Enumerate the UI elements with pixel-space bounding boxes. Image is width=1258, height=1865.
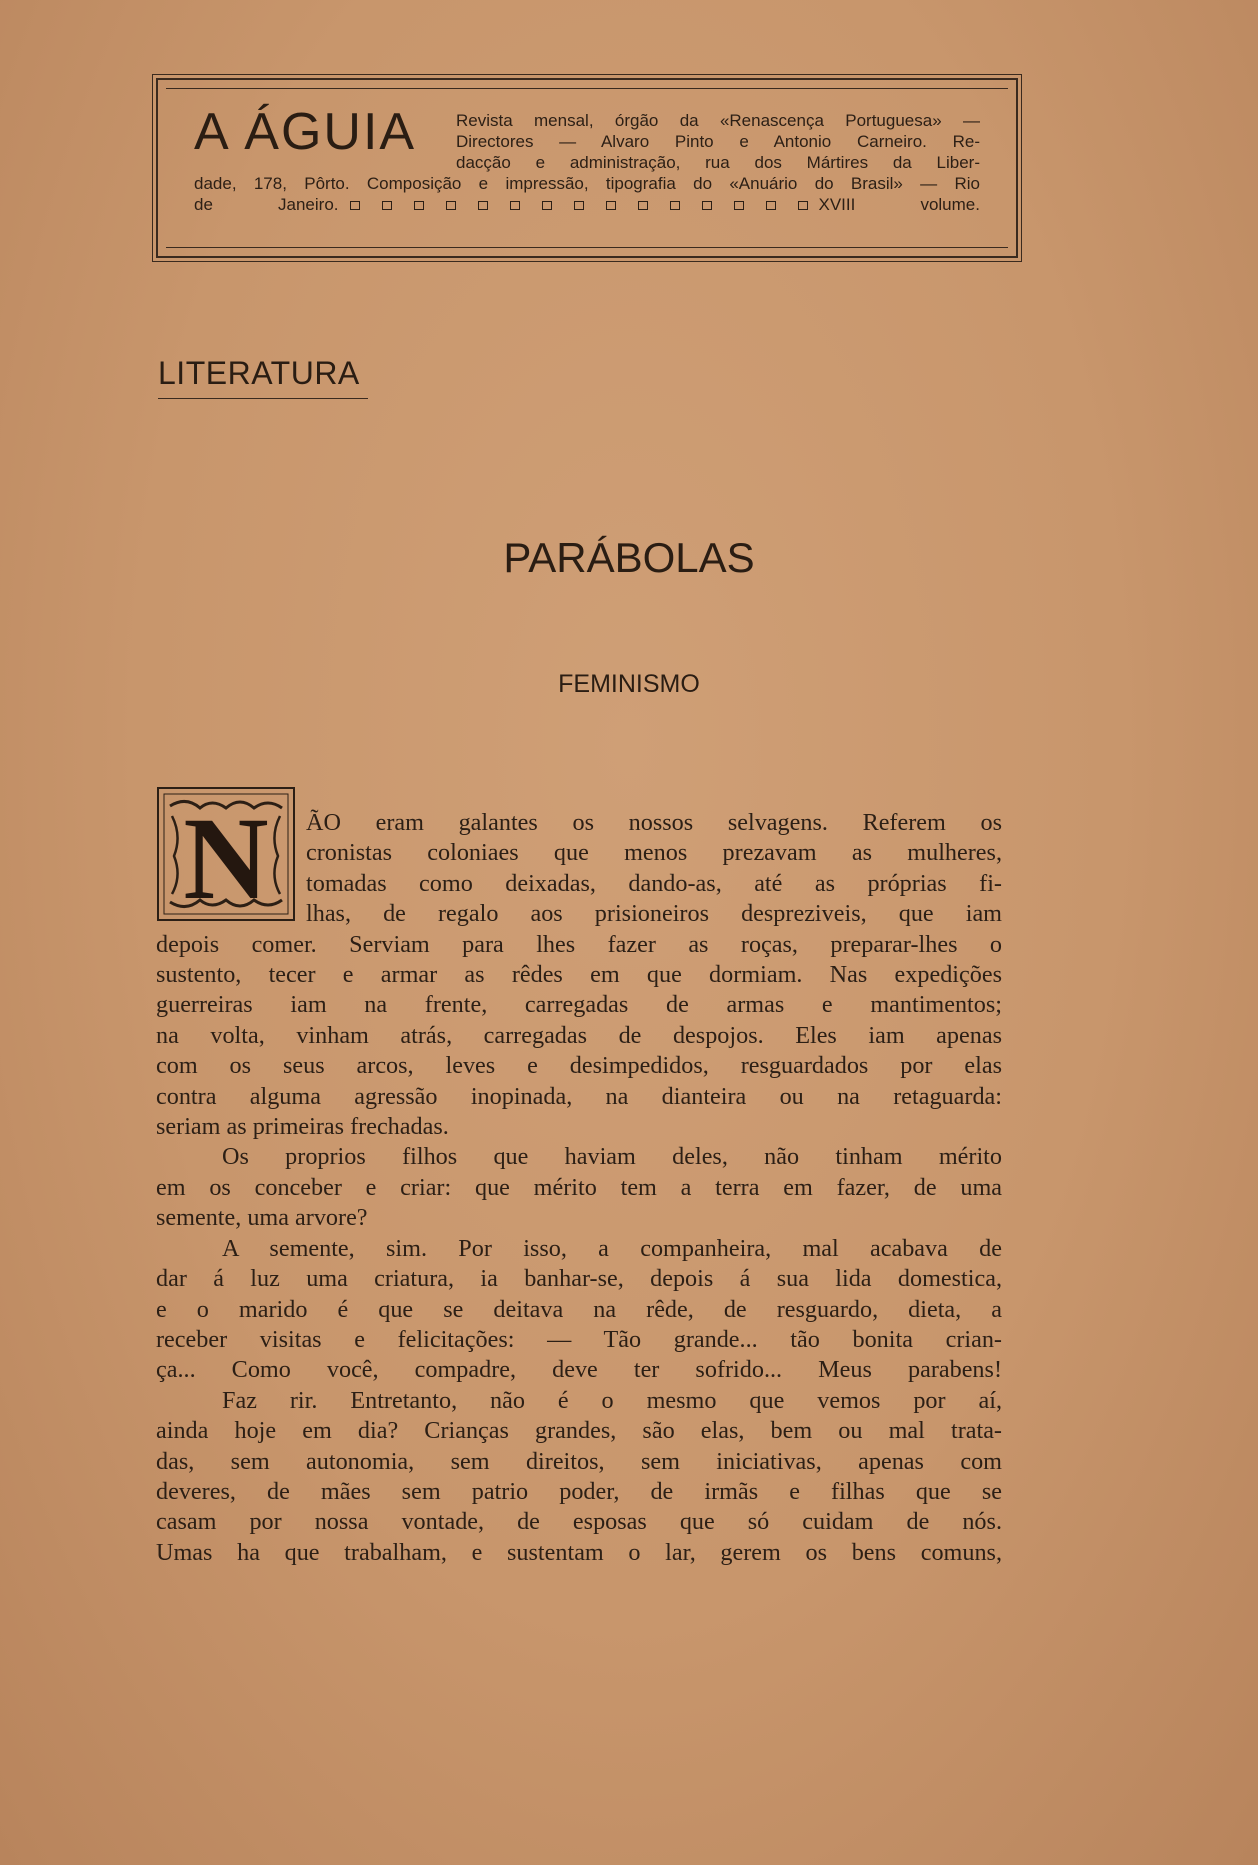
- text-line: dar á luz uma criatura, ia banhar-se, depois á sua lida domestica,: [156, 1265, 1002, 1293]
- masthead-text: [194, 110, 980, 215]
- text-line: A semente, sim. Por isso, a companheira, mal acabava de: [222, 1234, 1002, 1262]
- text-line: das, sem autonomia, sem direitos, sem iniciativas, apenas com: [156, 1447, 1002, 1475]
- text-line: lhas, de regalo aos prisioneiros despreziveis, que iam: [306, 900, 1002, 928]
- square-ornament-icon: [734, 201, 744, 210]
- square-ornament-icon: [382, 201, 392, 210]
- square-ornament-icon: [542, 201, 552, 210]
- square-ornament-icon: [574, 201, 584, 210]
- text-line: seriam as primeiras frechadas.: [156, 1113, 449, 1141]
- text-line: Os proprios filhos que haviam deles, não tinham mérito: [222, 1143, 1002, 1171]
- text-line: ça... Como você, compadre, deve ter sofrido... Meus parabens!: [156, 1356, 1002, 1384]
- square-ornament-icon: [446, 201, 456, 210]
- square-ornament-icon: [702, 201, 712, 210]
- square-ornament-icon: [766, 201, 776, 210]
- text-line: sustento, tecer e armar as rêdes em que dormiam. Nas expedições: [156, 961, 1002, 989]
- square-ornament-icon: [414, 201, 424, 210]
- masthead-line: dade, 178, Pôrto. Composição e impressão, tipografia do «Anuário do Brasil» — Rio: [194, 174, 980, 193]
- text-line: na volta, vinham atrás, carregadas de despojos. Eles iam apenas: [156, 1021, 1002, 1049]
- masthead-title: A ÁGUIA: [194, 103, 417, 161]
- square-ornament-icon: [798, 201, 808, 210]
- text-line: casam por nossa vontade, de esposas que só cuidam de nós.: [156, 1508, 1002, 1536]
- masthead-last-line: [194, 194, 980, 215]
- square-ornament-icon: [606, 201, 616, 210]
- article-title: PARÁBOLAS: [503, 534, 755, 581]
- masthead-line: Revista mensal, órgão da «Renascença Portuguesa» —: [456, 111, 980, 130]
- text-line: em os conceber e criar: que mérito tem a terra em fazer, de uma: [156, 1173, 1002, 1201]
- text-line: semente, uma arvore?: [156, 1204, 368, 1232]
- text-line: depois comer. Serviam para lhes fazer as roças, preparar-lhes o: [156, 930, 1002, 958]
- text-line: receber visitas e felicitações: — Tão grande... tão bonita crian-: [156, 1325, 1002, 1353]
- masthead-volume: XVIII volume.: [818, 195, 980, 214]
- drop-cap-letter: N: [183, 793, 269, 922]
- text-line: guerreiras iam na frente, carregadas de armas e mantimentos;: [156, 991, 1002, 1019]
- text-line: com os seus arcos, leves e desimpedidos, resguardados por elas: [156, 1052, 1002, 1080]
- article-body: [156, 808, 1002, 1568]
- masthead-line: dacção e administração, rua dos Mártires da Liber-: [456, 153, 980, 172]
- text-line: contra alguma agressão inopinada, na dianteira ou na retaguarda:: [156, 1082, 1002, 1110]
- text-line: e o marido é que se deitava na rêde, de resguardo, dieta, a: [156, 1295, 1002, 1323]
- masthead-box: [156, 78, 1018, 258]
- masthead-line: de Janeiro.: [194, 195, 339, 214]
- text-line: tomadas como deixadas, dando-as, até as próprias fi-: [306, 869, 1002, 897]
- text-line: cronistas coloniaes que menos prezavam as mulheres,: [306, 839, 1002, 867]
- masthead-line: Directores — Alvaro Pinto e Antonio Carneiro. Re-: [456, 132, 980, 151]
- text-line: ainda hoje em dia? Crianças grandes, são elas, bem ou mal trata-: [156, 1417, 1002, 1445]
- square-ornament-icon: [350, 201, 360, 210]
- square-ornament-icon: [638, 201, 648, 210]
- text-line: Faz rir. Entretanto, não é o mesmo que vemos por aí,: [222, 1386, 1002, 1414]
- text-line: deveres, de mães sem patrio poder, de irmãs e filhas que se: [156, 1477, 1002, 1505]
- square-ornament-icon: [478, 201, 488, 210]
- square-ornament-icon: [510, 201, 520, 210]
- text-line: Umas ha que trabalham, e sustentam o lar, gerem os bens comuns,: [156, 1538, 1002, 1566]
- article-subtitle: FEMINISMO: [558, 670, 700, 698]
- section-heading: LITERATURA: [158, 355, 368, 399]
- square-ornament-icon: [670, 201, 680, 210]
- text-line: ÃO eram galantes os nossos selvagens. Referem os: [306, 809, 1002, 836]
